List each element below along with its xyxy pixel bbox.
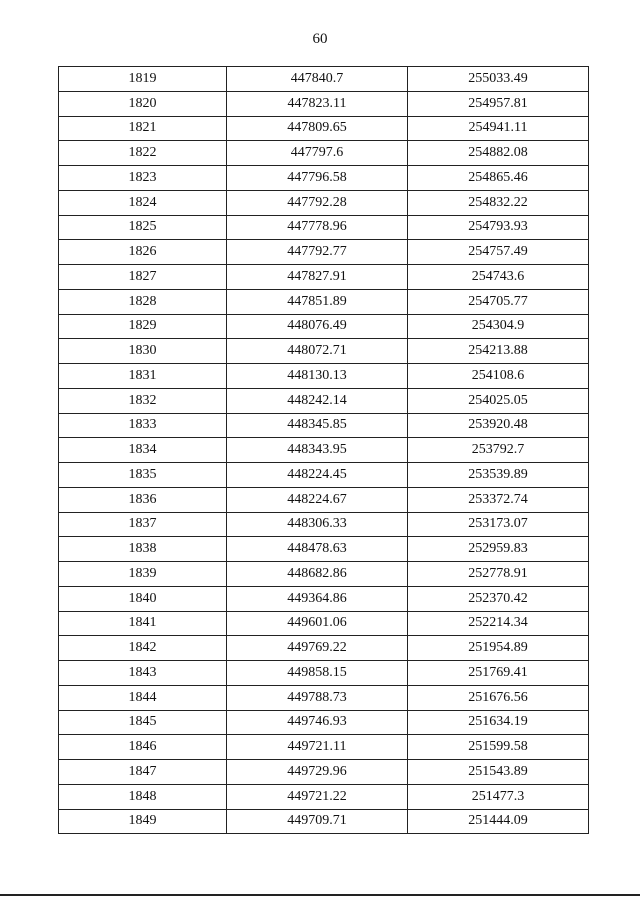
table-row xyxy=(59,339,589,364)
point-number-cell: 1819 xyxy=(59,67,227,92)
table-row xyxy=(59,586,589,611)
y-coordinate-cell: 254757.49 xyxy=(408,240,589,265)
y-coordinate-cell: 252778.91 xyxy=(408,562,589,587)
y-coordinate-cell: 254882.08 xyxy=(408,141,589,166)
x-coordinate-cell: 447851.89 xyxy=(227,289,408,314)
table-row xyxy=(59,413,589,438)
page-number: 60 xyxy=(312,31,328,47)
point-number-cell: 1820 xyxy=(59,91,227,116)
y-coordinate-cell: 253173.07 xyxy=(408,512,589,537)
point-number-cell: 1830 xyxy=(59,339,227,364)
y-coordinate-cell: 254213.88 xyxy=(408,339,589,364)
table-row xyxy=(59,190,589,215)
table-row xyxy=(59,710,589,735)
point-number-cell: 1848 xyxy=(59,784,227,809)
point-number-cell: 1833 xyxy=(59,413,227,438)
y-coordinate-cell: 251769.41 xyxy=(408,661,589,686)
table-row xyxy=(59,364,589,389)
point-number-cell: 1835 xyxy=(59,463,227,488)
point-number-cell: 1845 xyxy=(59,710,227,735)
x-coordinate-cell: 449709.71 xyxy=(227,809,408,834)
point-number-cell: 1822 xyxy=(59,141,227,166)
y-coordinate-cell: 254957.81 xyxy=(408,91,589,116)
y-coordinate-cell: 253539.89 xyxy=(408,463,589,488)
table-row xyxy=(59,91,589,116)
y-coordinate-cell: 251954.89 xyxy=(408,636,589,661)
point-number-cell: 1836 xyxy=(59,487,227,512)
table-row xyxy=(59,636,589,661)
x-coordinate-cell: 447796.58 xyxy=(227,166,408,191)
bottom-rule xyxy=(0,894,640,896)
y-coordinate-cell: 254793.93 xyxy=(408,215,589,240)
table-row xyxy=(59,760,589,785)
point-number-cell: 1827 xyxy=(59,265,227,290)
y-coordinate-cell: 254743.6 xyxy=(408,265,589,290)
y-coordinate-cell: 252214.34 xyxy=(408,611,589,636)
point-number-cell: 1825 xyxy=(59,215,227,240)
table-row xyxy=(59,784,589,809)
table-row xyxy=(59,512,589,537)
point-number-cell: 1821 xyxy=(59,116,227,141)
y-coordinate-cell: 252959.83 xyxy=(408,537,589,562)
x-coordinate-cell: 449364.86 xyxy=(227,586,408,611)
point-number-cell: 1832 xyxy=(59,388,227,413)
x-coordinate-cell: 449721.11 xyxy=(227,735,408,760)
y-coordinate-cell: 255033.49 xyxy=(408,67,589,92)
x-coordinate-cell: 449729.96 xyxy=(227,760,408,785)
x-coordinate-cell: 449858.15 xyxy=(227,661,408,686)
y-coordinate-cell: 251543.89 xyxy=(408,760,589,785)
table-row xyxy=(59,166,589,191)
table-row xyxy=(59,537,589,562)
y-coordinate-cell: 254941.11 xyxy=(408,116,589,141)
point-number-cell: 1828 xyxy=(59,289,227,314)
table-row xyxy=(59,388,589,413)
x-coordinate-cell: 449788.73 xyxy=(227,685,408,710)
point-number-cell: 1826 xyxy=(59,240,227,265)
x-coordinate-cell: 448130.13 xyxy=(227,364,408,389)
y-coordinate-cell: 254108.6 xyxy=(408,364,589,389)
table-row xyxy=(59,685,589,710)
point-number-cell: 1831 xyxy=(59,364,227,389)
point-number-cell: 1843 xyxy=(59,661,227,686)
x-coordinate-cell: 447778.96 xyxy=(227,215,408,240)
y-coordinate-cell: 254304.9 xyxy=(408,314,589,339)
x-coordinate-cell: 447823.11 xyxy=(227,91,408,116)
x-coordinate-cell: 448682.86 xyxy=(227,562,408,587)
point-number-cell: 1840 xyxy=(59,586,227,611)
x-coordinate-cell: 448072.71 xyxy=(227,339,408,364)
x-coordinate-cell: 447792.28 xyxy=(227,190,408,215)
table-row xyxy=(59,265,589,290)
point-number-cell: 1842 xyxy=(59,636,227,661)
y-coordinate-cell: 253372.74 xyxy=(408,487,589,512)
table-row xyxy=(59,314,589,339)
y-coordinate-cell: 254705.77 xyxy=(408,289,589,314)
x-coordinate-cell: 448224.67 xyxy=(227,487,408,512)
point-number-cell: 1823 xyxy=(59,166,227,191)
y-coordinate-cell: 251444.09 xyxy=(408,809,589,834)
point-number-cell: 1824 xyxy=(59,190,227,215)
x-coordinate-cell: 448343.95 xyxy=(227,438,408,463)
x-coordinate-cell: 448478.63 xyxy=(227,537,408,562)
x-coordinate-cell: 449601.06 xyxy=(227,611,408,636)
table-row xyxy=(59,215,589,240)
table-row xyxy=(59,240,589,265)
x-coordinate-cell: 447827.91 xyxy=(227,265,408,290)
table-row xyxy=(59,438,589,463)
table-row xyxy=(59,487,589,512)
table-row xyxy=(59,141,589,166)
point-number-cell: 1849 xyxy=(59,809,227,834)
point-number-cell: 1829 xyxy=(59,314,227,339)
x-coordinate-cell: 448345.85 xyxy=(227,413,408,438)
y-coordinate-cell: 251634.19 xyxy=(408,710,589,735)
table-row xyxy=(59,735,589,760)
y-coordinate-cell: 251477.3 xyxy=(408,784,589,809)
table-row xyxy=(59,289,589,314)
x-coordinate-cell: 447809.65 xyxy=(227,116,408,141)
y-coordinate-cell: 251599.58 xyxy=(408,735,589,760)
x-coordinate-cell: 447797.6 xyxy=(227,141,408,166)
point-number-cell: 1846 xyxy=(59,735,227,760)
y-coordinate-cell: 252370.42 xyxy=(408,586,589,611)
y-coordinate-cell: 254832.22 xyxy=(408,190,589,215)
x-coordinate-cell: 449769.22 xyxy=(227,636,408,661)
point-number-cell: 1838 xyxy=(59,537,227,562)
table-body xyxy=(59,67,589,834)
y-coordinate-cell: 253920.48 xyxy=(408,413,589,438)
table-row xyxy=(59,116,589,141)
x-coordinate-cell: 449721.22 xyxy=(227,784,408,809)
point-number-cell: 1844 xyxy=(59,685,227,710)
x-coordinate-cell: 448242.14 xyxy=(227,388,408,413)
point-number-cell: 1837 xyxy=(59,512,227,537)
table-row xyxy=(59,67,589,92)
table-row xyxy=(59,611,589,636)
x-coordinate-cell: 448306.33 xyxy=(227,512,408,537)
x-coordinate-cell: 447840.7 xyxy=(227,67,408,92)
x-coordinate-cell: 449746.93 xyxy=(227,710,408,735)
x-coordinate-cell: 448224.45 xyxy=(227,463,408,488)
x-coordinate-cell: 448076.49 xyxy=(227,314,408,339)
y-coordinate-cell: 254025.05 xyxy=(408,388,589,413)
table-row xyxy=(59,562,589,587)
table-row xyxy=(59,463,589,488)
y-coordinate-cell: 254865.46 xyxy=(408,166,589,191)
table-row xyxy=(59,661,589,686)
point-number-cell: 1839 xyxy=(59,562,227,587)
x-coordinate-cell: 447792.77 xyxy=(227,240,408,265)
table-row xyxy=(59,809,589,834)
y-coordinate-cell: 251676.56 xyxy=(408,685,589,710)
point-number-cell: 1841 xyxy=(59,611,227,636)
point-number-cell: 1847 xyxy=(59,760,227,785)
coordinates-table xyxy=(58,66,589,834)
y-coordinate-cell: 253792.7 xyxy=(408,438,589,463)
point-number-cell: 1834 xyxy=(59,438,227,463)
